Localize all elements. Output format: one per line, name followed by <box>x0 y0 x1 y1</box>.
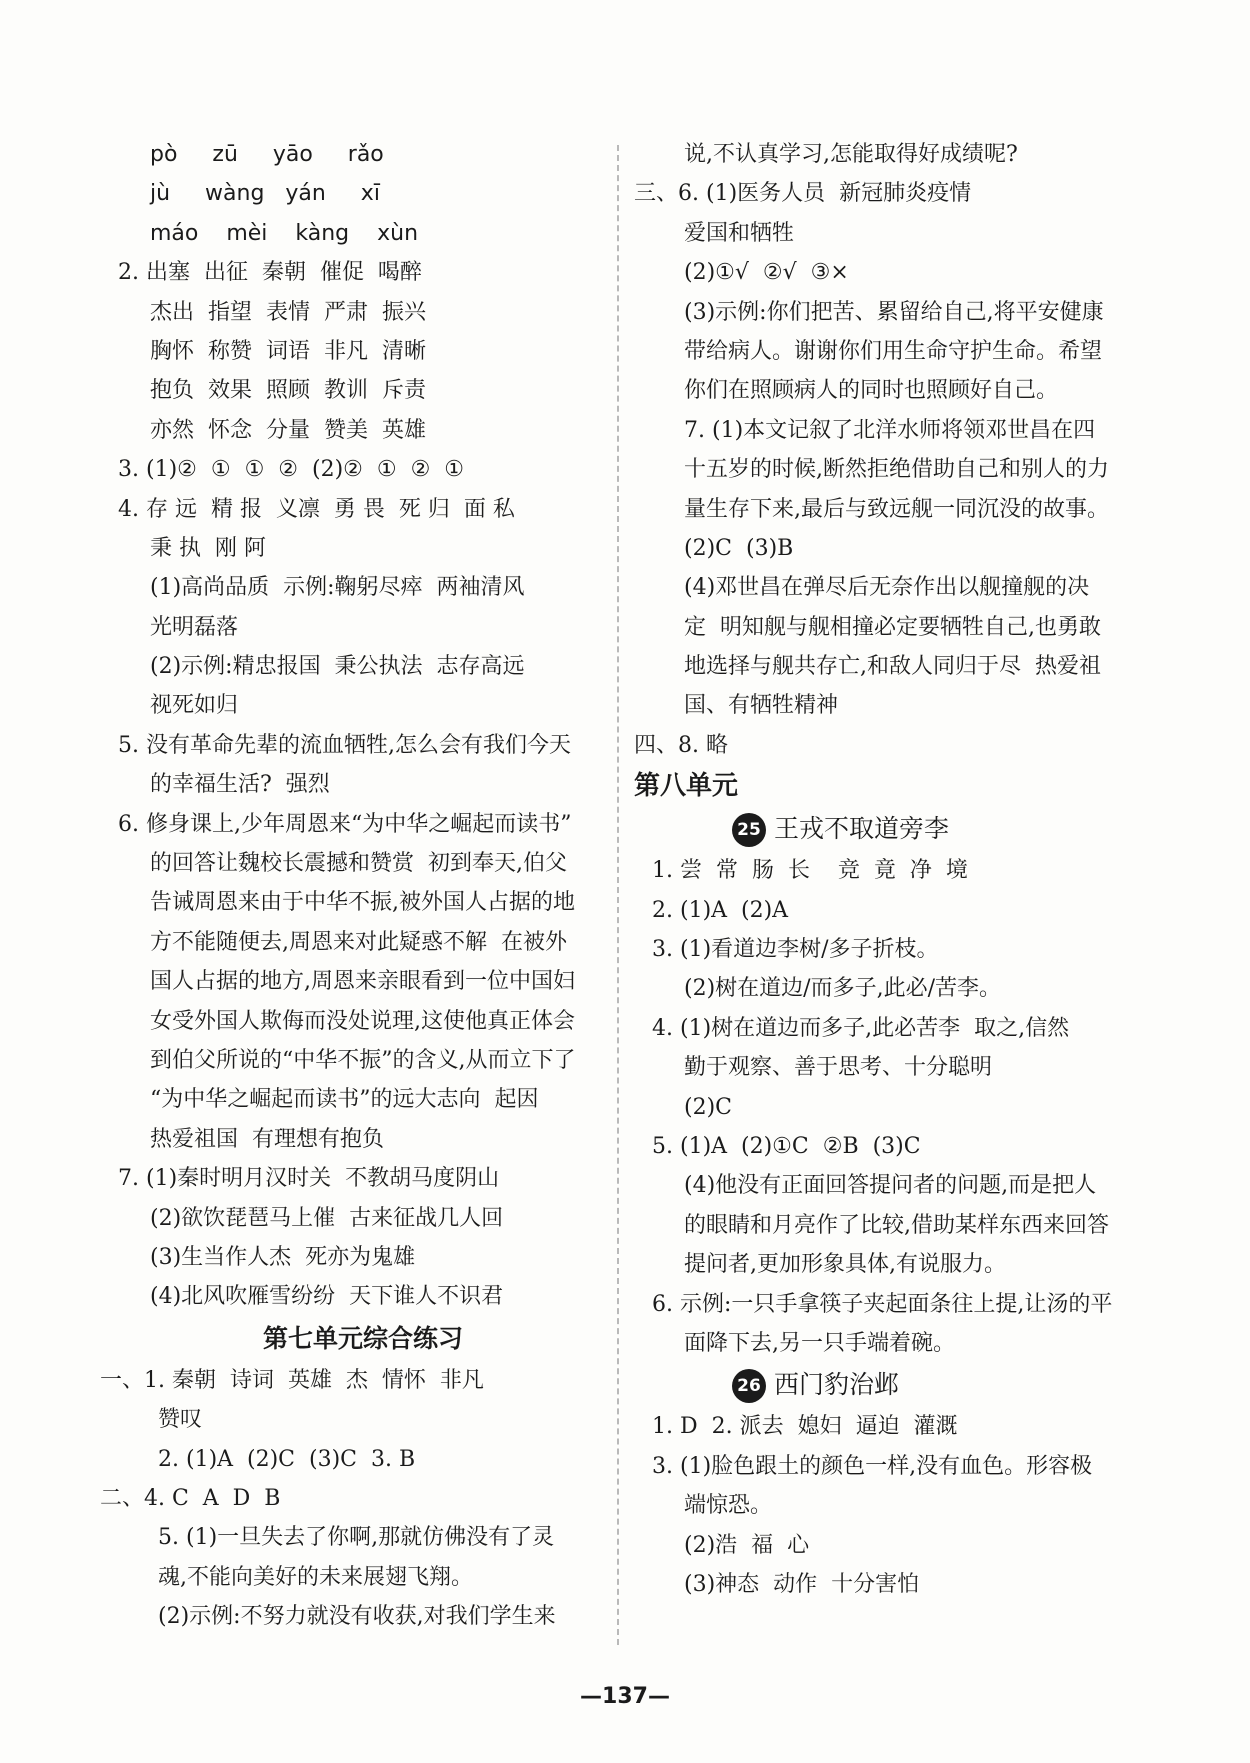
answer-line: 告诫周恩来由于中华不振,被外国人占据的地 <box>150 890 575 916</box>
lesson-number-badge: 25 <box>732 813 766 847</box>
answer-line: 赞叹 <box>158 1407 203 1433</box>
answer-line: 2. (1)A (2)A <box>652 897 789 923</box>
answer-line: 4. (1)树在道边而多子,此必苦李 取之,信然 <box>652 1015 1070 1041</box>
answer-line: (2)树在道边/而多子,此必/苦李。 <box>684 976 1001 1002</box>
answer-line: (3)生当作人杰 死亦为鬼雄 <box>150 1244 416 1270</box>
answer-line: 6. 示例:一只手拿筷子夹起面条往上提,让汤的平 <box>652 1291 1113 1317</box>
answer-line: 7. (1)秦时明月汉时关 不教胡马度阴山 <box>118 1166 500 1192</box>
answer-line: 一、1. 秦朝 诗词 英雄 杰 情怀 非凡 <box>100 1367 484 1393</box>
answer-line: 光明磊落 <box>150 614 239 640</box>
lesson-heading <box>652 1363 1132 1407</box>
answer-line: 女受外国人欺侮而没处说理,这使他真正体会 <box>150 1008 575 1034</box>
answer-line: (3)神态 动作 十分害怕 <box>684 1571 920 1597</box>
answer-line: (2)①√ ②√ ③× <box>684 260 849 286</box>
answer-line: 的回答让魏校长震撼和赞赏 初到奉天,伯父 <box>150 851 567 877</box>
answer-line: 面降下去,另一只手端着碗。 <box>684 1330 955 1356</box>
answer-line: (2)欲饮琵琶马上催 古来征战几人回 <box>150 1205 504 1231</box>
answer-line: 3. (1)看道边李树/多子折枝。 <box>652 937 939 963</box>
answer-line: 3. (1)脸色跟土的颜色一样,没有血色。形容极 <box>652 1453 1093 1479</box>
unit-heading: 第八单元 <box>634 771 739 802</box>
answer-line: 抱负 效果 照顾 教训 斥责 <box>150 378 426 404</box>
answer-line: 四、8. 略 <box>634 732 728 758</box>
answer-line: 魂,不能向美好的未来展翅飞翔。 <box>158 1564 473 1590</box>
answer-line: 5. (1)一旦失去了你啊,那就仿佛没有了灵 <box>158 1525 555 1551</box>
answer-line: 2. 出塞 出征 秦朝 催促 喝醉 <box>118 260 422 286</box>
answer-line: 2. (1)A (2)C (3)C 3. B <box>158 1446 416 1472</box>
answer-line: 1. D 2. 派去 媳妇 逼迫 灌溉 <box>652 1414 958 1440</box>
answer-line: 地选择与舰共存亡,和敌人同归于尽 热爱祖 <box>684 654 1101 680</box>
answer-line: “为中华之崛起而读书”的远大志向 起因 <box>150 1087 539 1113</box>
column-divider <box>617 145 619 1645</box>
answer-line: 带给病人。谢谢你们用生命守护生命。希望 <box>684 338 1103 364</box>
answer-line: (4)他没有正面回答提问者的问题,而是把人 <box>684 1173 1097 1199</box>
lesson-title: 王戎不取道旁李 <box>774 814 950 844</box>
answer-line: (4)邓世昌在弹尽后无奈作出以舰撞舰的决 <box>684 575 1090 601</box>
answer-line: 定 明知舰与舰相撞必定要牺牲自己,也勇敢 <box>684 614 1101 640</box>
answer-line: 十五岁的时候,断然拒绝借助自己和别人的力 <box>684 457 1109 483</box>
answer-line: 秉 执 刚 阿 <box>150 535 266 561</box>
section-title: 第七单元综合练习 <box>262 1323 463 1353</box>
answer-line: 7. (1)本文记叙了北洋水师将领邓世昌在四 <box>684 417 1096 443</box>
pinyin-row: máo mèi kàng xùn <box>150 220 419 246</box>
answer-line: (2)示例:精忠报国 秉公执法 志存高远 <box>150 654 525 680</box>
left-column <box>100 135 608 1636</box>
lesson-title: 西门豹治邺 <box>774 1370 900 1400</box>
answer-line: 国、有牺牲精神 <box>684 693 839 719</box>
answer-line: 方不能随便去,周恩来对此疑惑不解 在被外 <box>150 929 567 955</box>
answer-line: (2)C (3)B <box>684 535 794 561</box>
answer-line: (2)C <box>684 1094 732 1120</box>
answer-line: 4. 存 远 精 报 义凛 勇 畏 死 归 面 私 <box>118 496 515 522</box>
answer-line: 胸怀 称赞 词语 非凡 清晰 <box>150 338 426 364</box>
answer-line: 你们在照顾病人的同时也照顾好自己。 <box>684 378 1059 404</box>
answer-line: 提问者,更加形象具体,有说服力。 <box>684 1252 1006 1278</box>
page-number: —137— <box>580 1684 670 1709</box>
answer-line: (2)浩 福 心 <box>684 1532 810 1558</box>
lesson-number-badge: 26 <box>732 1369 766 1403</box>
answer-line: 热爱祖国 有理想有抱负 <box>150 1126 384 1152</box>
answer-line: 的幸福生活? 强烈 <box>150 772 330 798</box>
answer-line: 3. (1)② ① ① ② (2)② ① ② ① <box>118 457 464 483</box>
answer-line: 到伯父所说的“中华不振”的含义,从而立下了 <box>150 1047 576 1073</box>
answer-line: 的眼睛和月亮作了比较,借助某样东西来回答 <box>684 1212 1109 1238</box>
answer-line: 三、6. (1)医务人员 新冠肺炎疫情 <box>634 181 972 207</box>
answer-line: 杰出 指望 表情 严肃 振兴 <box>150 299 426 325</box>
answer-line: 1. 尝 常 肠 长 竞 竟 净 境 <box>652 858 968 884</box>
answer-line: (3)示例:你们把苦、累留给自己,将平安健康 <box>684 299 1104 325</box>
answer-line: 亦然 怀念 分量 赞美 英雄 <box>150 417 426 443</box>
answer-line: 量生存下来,最后与致远舰一同沉没的故事。 <box>684 496 1109 522</box>
answer-line: (4)北风吹雁雪纷纷 天下谁人不识君 <box>150 1284 504 1310</box>
answer-line: 说,不认真学习,怎能取得好成绩呢? <box>684 142 1018 167</box>
answer-line: 勤于观察、善于思考、十分聪明 <box>684 1055 993 1081</box>
answer-line: 端惊恐。 <box>684 1493 773 1519</box>
answer-line: (2)示例:不努力就没有收获,对我们学生来 <box>158 1604 556 1630</box>
answer-line: 5. 没有革命先辈的流血牺牲,怎么会有我们今天 <box>118 732 571 758</box>
pinyin-row: jù wàng yán xī <box>150 181 380 207</box>
answer-line: 国人占据的地方,周恩来亲眼看到一位中国妇 <box>150 969 575 995</box>
pinyin-row: pò zū yāo rǎo <box>150 142 384 167</box>
answer-line: 爱国和牺牲 <box>684 220 795 246</box>
right-column <box>634 135 1132 1604</box>
lesson-heading <box>652 807 1132 851</box>
answer-line: 6. 修身课上,少年周恩来“为中华之崛起而读书” <box>118 811 572 837</box>
answer-line: 视死如归 <box>150 693 239 719</box>
answer-line: 二、4. C A D B <box>100 1485 281 1511</box>
answer-line: (1)高尚品质 示例:鞠躬尽瘁 两袖清风 <box>150 575 525 601</box>
answer-line: 5. (1)A (2)①C ②B (3)C <box>652 1133 921 1159</box>
